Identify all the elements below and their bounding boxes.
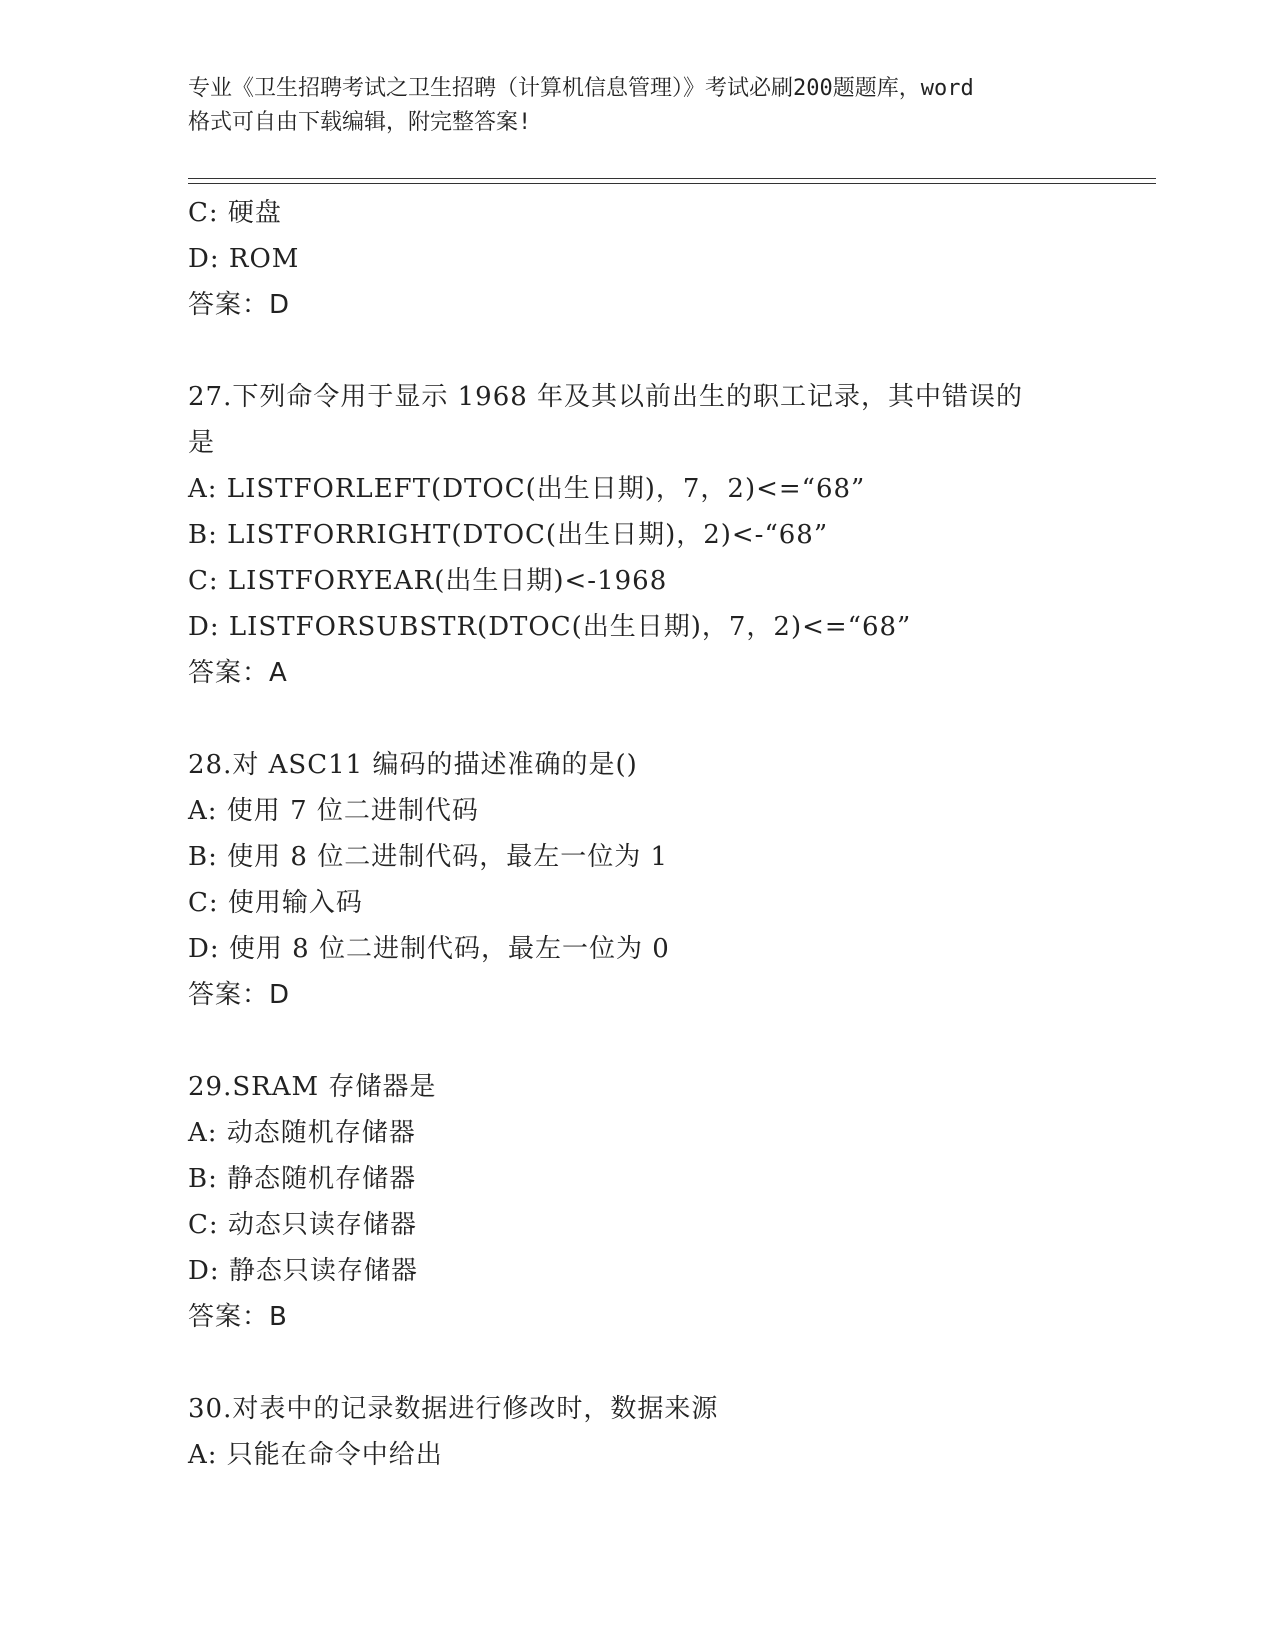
- spacer: [188, 1018, 1156, 1064]
- option-d: D: 使用 8 位二进制代码，最左一位为 0: [188, 934, 670, 964]
- spacer: [188, 1340, 1156, 1386]
- option-a: A: 使用 7 位二进制代码: [188, 796, 479, 826]
- question-stem: 28.对 ASC11 编码的描述准确的是(): [188, 750, 638, 780]
- question-stem: 27.下列命令用于显示 1968 年及其以前出生的职工记录，其中错误的: [188, 382, 1024, 412]
- option-d: D: ROM: [188, 244, 300, 274]
- header-title-line-2: 格式可自由下载编辑，附完整答案!: [188, 110, 532, 135]
- answer-line: 答案：D: [188, 980, 291, 1010]
- option-a: A: 只能在命令中给出: [188, 1440, 443, 1470]
- answer-line: 答案：D: [188, 290, 291, 320]
- question-stem: 30.对表中的记录数据进行修改时，数据来源: [188, 1394, 719, 1424]
- option-c: C: 使用输入码: [188, 888, 363, 918]
- option-b: B: 使用 8 位二进制代码，最左一位为 1: [188, 842, 669, 872]
- spacer: [188, 696, 1156, 742]
- option-b: B: LISTFORRIGHT(DTOC(出生日期)，2)<-“68”: [188, 520, 829, 550]
- header-title-line-1: 专业《卫生招聘考试之卫生招聘（计算机信息管理）》考试必刷200题题库，word: [188, 76, 974, 101]
- option-b: B: 静态随机存储器: [188, 1164, 417, 1194]
- question-block-29: [188, 1064, 1156, 1340]
- option-c: C: 硬盘: [188, 198, 282, 228]
- option-a: A: 动态随机存储器: [188, 1118, 416, 1148]
- header-rule-bottom: [188, 183, 1156, 184]
- question-block-30: [188, 1386, 1156, 1478]
- option-d: D: LISTFORSUBSTR(DTOC(出生日期)，7，2)<=“68”: [188, 612, 912, 642]
- spacer: [188, 328, 1156, 374]
- question-block-27: [188, 374, 1156, 696]
- question-list: [188, 190, 1156, 1478]
- document-header: [188, 72, 1088, 140]
- prev-question-block: [188, 190, 1156, 328]
- question-block-28: [188, 742, 1156, 1018]
- header-rule-top: [188, 178, 1156, 179]
- question-stem: 29.SRAM 存储器是: [188, 1072, 437, 1102]
- option-c: C: LISTFORYEAR(出生日期)<-1968: [188, 566, 668, 596]
- option-d: D: 静态只读存储器: [188, 1256, 418, 1286]
- answer-line: 答案：B: [188, 1302, 288, 1332]
- option-a: A: LISTFORLEFT(DTOC(出生日期)，7，2)<=“68”: [188, 474, 866, 504]
- answer-line: 答案：A: [188, 658, 288, 688]
- question-stem-continued: 是: [188, 428, 216, 458]
- option-c: C: 动态只读存储器: [188, 1210, 417, 1240]
